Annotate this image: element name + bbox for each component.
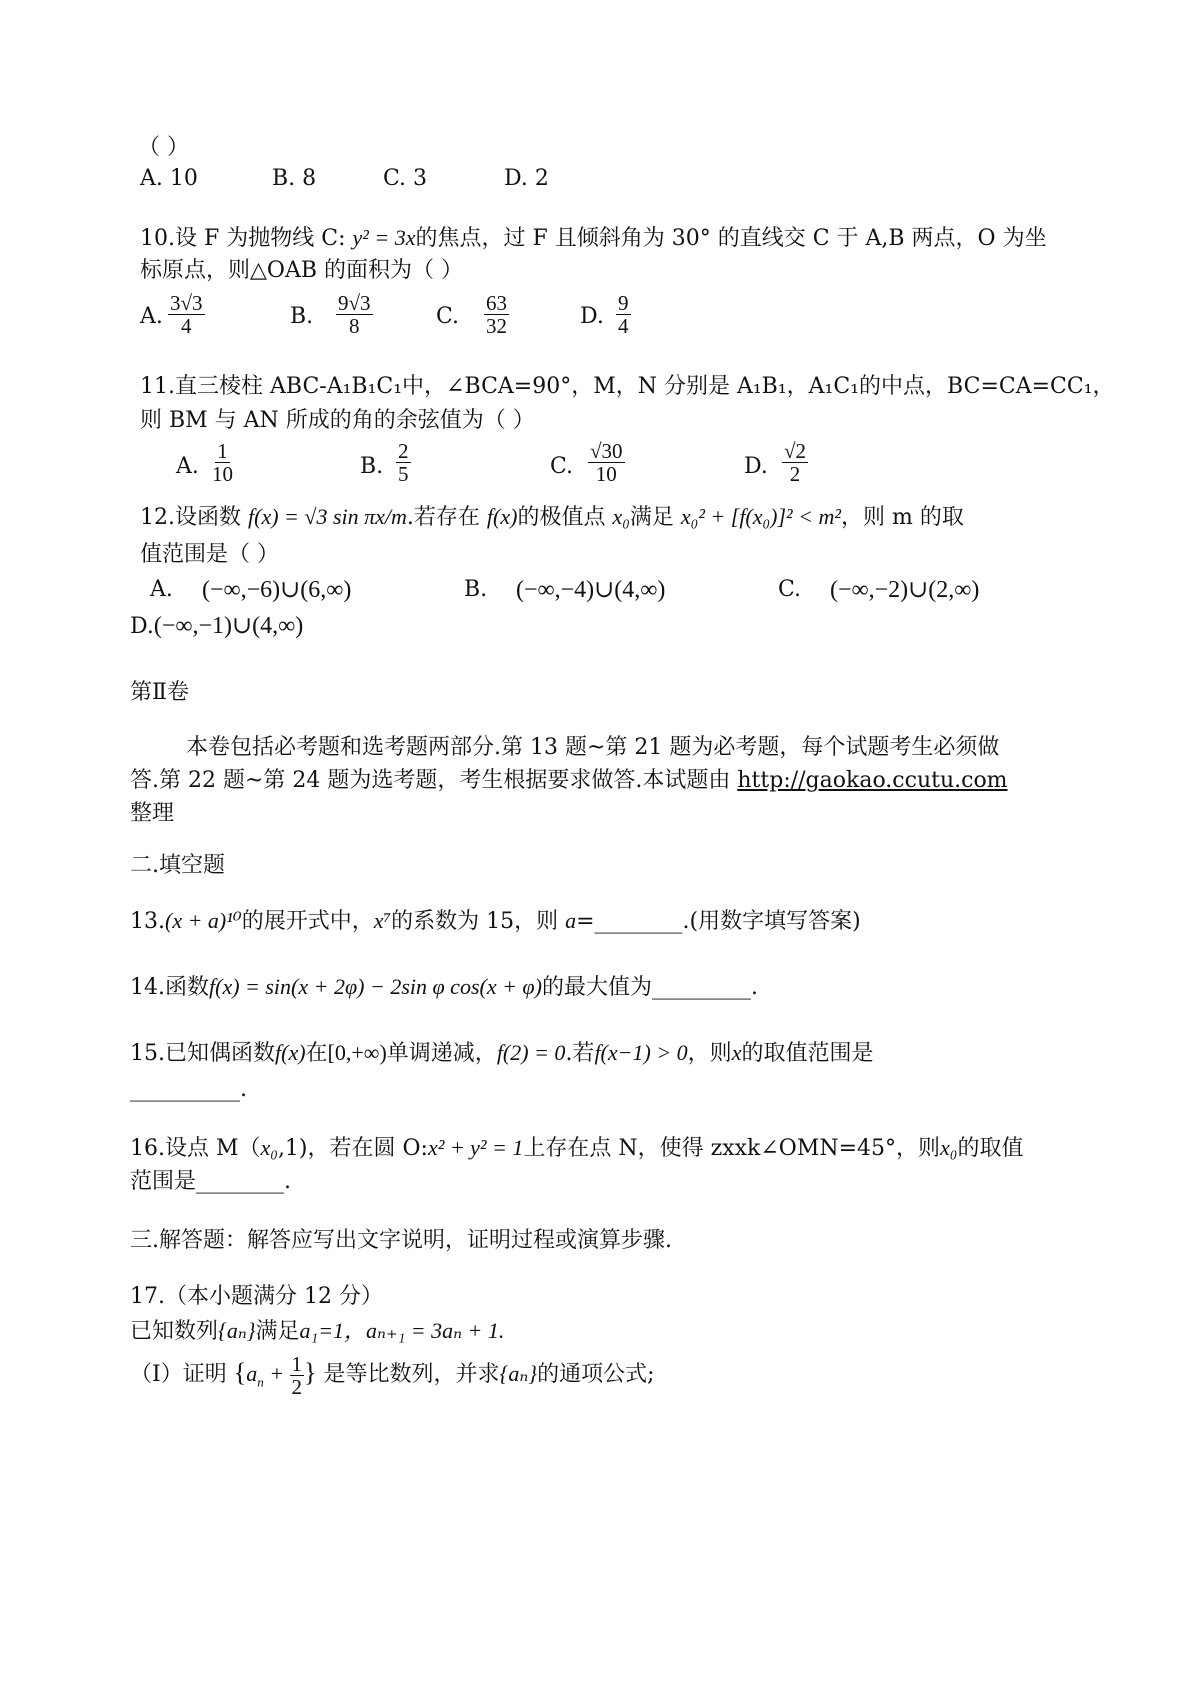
section2-para1: 本卷包括必考题和选考题两部分.第 13 题~第 21 题为必考题，每个试题考生必须做 — [186, 735, 1000, 760]
q12-choice-d: (−∞,−1)∪(4,∞) — [153, 613, 304, 639]
q9-answer-bracket: （ ） — [138, 135, 189, 160]
q12-line1: 12.设函数 f(x) = √3 sin πx/m.若存在 f(x)的极值点 x₀满足 x₀² + [f(x₀)]² < m²，则 m 的取 — [140, 504, 964, 530]
q10-choice-b-label: B. — [290, 304, 314, 329]
q13-x7: x⁷ — [373, 908, 392, 933]
q17-seq: {aₙ} — [218, 1318, 256, 1343]
q13: 13.(x + a)¹⁰的展开式中，x⁷的系数为 15，则 a=________.(用数字填写答案) — [130, 908, 861, 934]
fill-heading: 二.填空题 — [130, 853, 225, 878]
q17-part1: （Ⅰ）证明 {$a_n$ + $\frac{1}{2}$ } 是等比数列，并求{aₙ}的通项公式; — [130, 1351, 655, 1399]
q11-choice-b-label: B. — [360, 454, 384, 479]
q11-choice-c-label: C. — [550, 454, 574, 479]
q14-expr: f(x) = sin(x + 2φ) − 2sin φ cos(x + φ) — [209, 974, 542, 999]
q10-choice-d-label: D. — [580, 304, 604, 329]
q16-x0-again: x₀ — [940, 1135, 958, 1160]
q16-line1: 16.设点 M（x₀,1)，若在圆 O:x² + y² = 1上存在点 N，使得 zxxk∠OMN=45°，则x₀的取值 — [130, 1135, 1024, 1161]
q11-line2: 则 BM 与 AN 所成的角的余弦值为（ ） — [140, 408, 535, 433]
q9-choice-c: C. 3 — [383, 166, 428, 191]
q10-choice-a-frac: $\frac{3√3}{4}$ — [170, 291, 203, 338]
q16-line2: 范围是________. — [130, 1169, 291, 1194]
q17-a1: a₁=1， — [299, 1318, 367, 1343]
q11-line1: 11.直三棱柱 ABC-A₁B₁C₁中，∠BCA=90°，M，N 分别是 A₁B₁，A₁C₁的中点，BC=CA=CC₁， — [140, 374, 1115, 399]
section2-title: 第Ⅱ卷 — [130, 680, 189, 705]
q17-line1: 已知数列{aₙ}满足a₁=1，aₙ₊₁ = 3aₙ + 1. — [130, 1318, 505, 1344]
q12-choice-b: (−∞,−4)∪(4,∞) — [516, 577, 666, 603]
q12-choice-b-label: B. — [464, 577, 488, 602]
q16-circle-eq: x² + y² = 1 — [427, 1135, 524, 1160]
section2-para2: 答.第 22 题~第 24 题为选考题，考生根据要求做答.本试题由 http://gaokao.ccutu.com — [130, 768, 1008, 793]
q9-choice-a: A. 10 — [140, 166, 198, 191]
q12-fx: f(x) — [486, 504, 518, 529]
q12-choice-a-label: A. — [150, 577, 173, 602]
q16-x0: x₀ — [260, 1135, 278, 1160]
q10-choice-c-frac: $\frac{63}{32}$ — [486, 291, 507, 338]
q17-half-frac: $\frac{1}{2}$ — [291, 1351, 303, 1399]
q17-title: 17.（本小题满分 12 分） — [130, 1284, 383, 1309]
q14: 14.函数f(x) = sin(x + 2φ) − 2sin φ cos(x + φ)的最大值为_________. — [130, 974, 758, 1000]
q10-parabola-eq: y² = 3x — [352, 225, 416, 250]
q12-choice-a: (−∞,−6)∪(6,∞) — [202, 577, 352, 603]
q11-choice-b-frac: $\frac{2}{5}$ — [398, 439, 409, 486]
section2-para3: 整理 — [130, 801, 175, 826]
source-link[interactable]: http://gaokao.ccutu.com — [737, 768, 1008, 793]
q12-line2: 值范围是（ ） — [140, 542, 279, 567]
q12-choice-c: (−∞,−2)∪(2,∞) — [830, 577, 980, 603]
q9-choice-d: D. 2 — [504, 166, 549, 191]
q15-inequality: f(x−1) > 0 — [594, 1040, 688, 1065]
q15-interval: [0,+∞) — [327, 1040, 387, 1065]
q11-choice-c-frac: $\frac{√30}{10}$ — [590, 439, 623, 486]
q15-x: x — [731, 1040, 742, 1065]
solve-heading: 三.解答题：解答应写出文字说明，证明过程或演算步骤. — [130, 1228, 672, 1253]
q11-choice-d-label: D. — [744, 454, 768, 479]
q12-x0: x₀ — [612, 504, 630, 529]
q15-f2: f(2) = 0 — [496, 1040, 566, 1065]
q11-choice-d-frac: $\frac{√2}{2}$ — [784, 439, 807, 486]
q10-choice-c-label: C. — [436, 304, 460, 329]
q11-choice-a-label: A. — [176, 454, 199, 479]
q12-choice-c-label: C. — [778, 577, 802, 602]
q17-seq-ref: {aₙ} — [499, 1361, 538, 1386]
q12-choice-d-row — [130, 611, 303, 642]
q9-choice-b: B. 8 — [272, 166, 317, 191]
q10-line1: 10.设 F 为抛物线 C: y² = 3x的焦点，过 F 且倾斜角为 30° 的直线交 C 于 A,B 两点，O 为坐 — [140, 225, 1047, 251]
q15-fx: f(x) — [275, 1040, 306, 1065]
q10-choice-b-frac: $\frac{9√3}{8}$ — [338, 291, 371, 338]
q10-choice-a-label: A. — [140, 304, 163, 329]
q15-line1: 15.已知偶函数f(x)在[0,+∞)单调递减，f(2) = 0.若f(x−1) > 0，则x的取值范围是 — [130, 1040, 874, 1066]
q13-var-a: a — [565, 908, 577, 933]
q15-blank: __________. — [130, 1077, 247, 1102]
q17-recurrence: aₙ₊₁ = 3aₙ + 1. — [366, 1318, 505, 1343]
q10-line2: 标原点，则△OAB 的面积为（ ） — [140, 258, 463, 283]
q10-choice-d-frac: $\frac{9}{4}$ — [618, 291, 629, 338]
q12-function: f(x) = √3 sin πx/m — [248, 504, 407, 529]
q13-expr: (x + a)¹⁰ — [165, 908, 242, 933]
q12-condition: x₀² + [f(x₀)]² < m² — [680, 504, 841, 529]
q12-choice-d-label: D. — [130, 614, 154, 639]
q11-choice-a-frac: $\frac{1}{10}$ — [212, 439, 233, 486]
